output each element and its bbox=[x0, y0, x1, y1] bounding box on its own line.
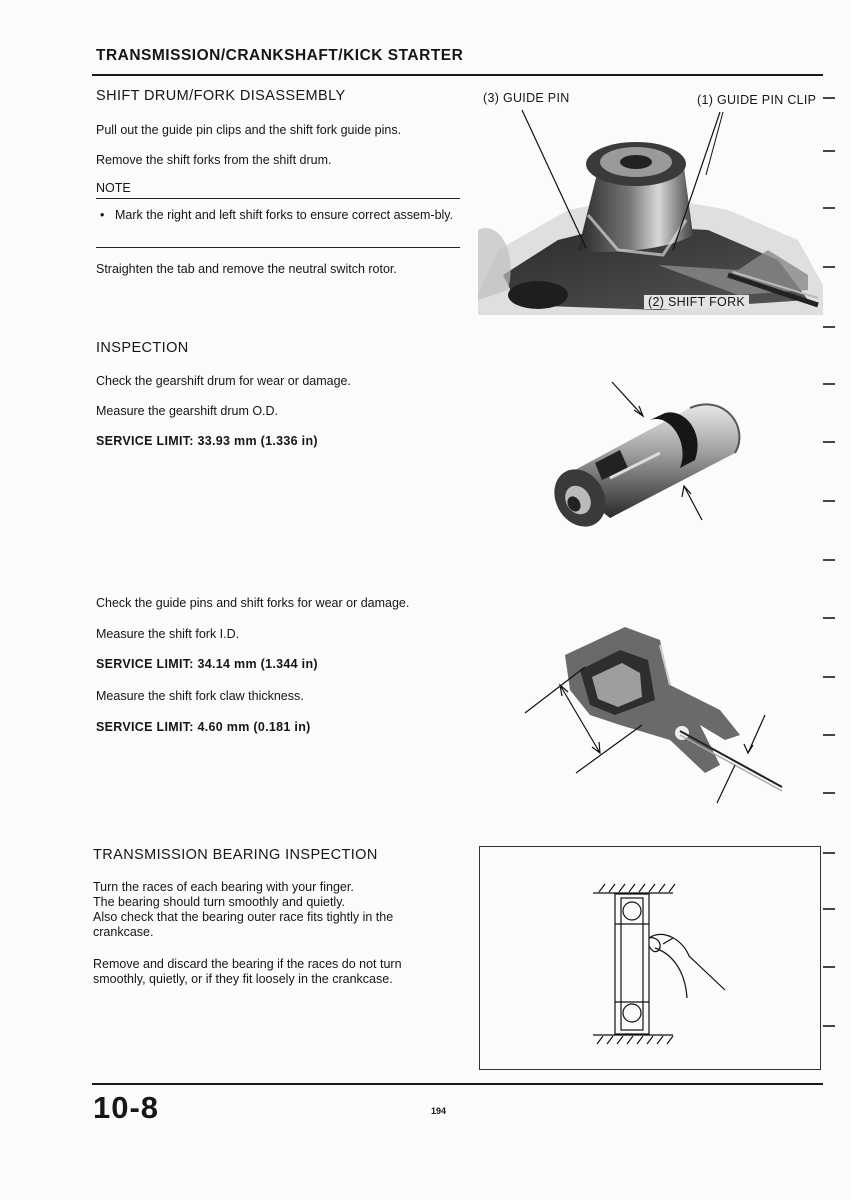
bearing-text-line-2: The bearing should turn smoothly and quietly. bbox=[93, 895, 346, 909]
bearing-text-line-1: Turn the races of each bearing with your finger. bbox=[93, 880, 354, 894]
disassembly-step-2: Remove the shift forks from the shift drum. bbox=[96, 153, 332, 167]
edge-mark bbox=[823, 792, 835, 794]
edge-mark bbox=[823, 966, 835, 968]
note-text: Mark the right and left shift forks to ensure correct assem-bly. bbox=[115, 208, 454, 222]
gearshift-drum-photo bbox=[540, 368, 750, 530]
edge-mark bbox=[823, 676, 835, 678]
scan-page-number: 194 bbox=[431, 1106, 447, 1116]
service-limit-claw: SERVICE LIMIT: 4.60 mm (0.181 in) bbox=[96, 720, 311, 734]
edge-mark bbox=[823, 97, 835, 99]
bearing-text-line-6: smoothly, quietly, or if they fit loosely in the crankcase. bbox=[93, 972, 393, 986]
edge-mark bbox=[823, 734, 835, 736]
bearing-text-line-4: crankcase. bbox=[93, 925, 154, 939]
service-limit-fork-id: SERVICE LIMIT: 34.14 mm (1.344 in) bbox=[96, 657, 318, 671]
bearing-diagram bbox=[585, 878, 745, 1048]
inspection-step-2: Measure the gearshift drum O.D. bbox=[96, 404, 279, 418]
note-bullet: • bbox=[100, 208, 105, 222]
service-limit-drum: SERVICE LIMIT: 33.93 mm (1.336 in) bbox=[96, 434, 318, 448]
edge-mark bbox=[823, 559, 835, 561]
edge-mark bbox=[823, 150, 835, 152]
header-rule bbox=[92, 74, 823, 76]
inspection-step-4: Measure the shift fork I.D. bbox=[96, 627, 240, 641]
shift-drum-assembly-photo bbox=[478, 100, 823, 315]
edge-mark bbox=[823, 852, 835, 854]
inspection-title: INSPECTION bbox=[96, 340, 189, 356]
edge-mark bbox=[823, 326, 835, 328]
inspection-step-5: Measure the shift fork claw thickness. bbox=[96, 689, 304, 703]
edge-mark bbox=[823, 500, 835, 502]
edge-mark bbox=[823, 441, 835, 443]
disassembly-step-3: Straighten the tab and remove the neutral switch rotor. bbox=[96, 262, 397, 276]
bearing-text-line-3: Also check that the bearing outer race fits tightly in the bbox=[93, 910, 394, 924]
footer-rule bbox=[92, 1083, 823, 1085]
disassembly-title: SHIFT DRUM/FORK DISASSEMBLY bbox=[96, 88, 346, 104]
note-label: NOTE bbox=[96, 181, 131, 195]
callout-guide-pin-clip: (1) GUIDE PIN CLIP bbox=[697, 93, 817, 107]
page-header-title: TRANSMISSION/CRANKSHAFT/KICK STARTER bbox=[96, 47, 464, 64]
edge-mark bbox=[823, 207, 835, 209]
callout-guide-pin: (3) GUIDE PIN bbox=[483, 91, 570, 105]
inspection-step-1: Check the gearshift drum for wear or damage. bbox=[96, 374, 351, 388]
bearing-text-line-5: Remove and discard the bearing if the races do not turn bbox=[93, 957, 402, 971]
note-box bbox=[96, 198, 460, 248]
inspection-step-3: Check the guide pins and shift forks for wear or damage. bbox=[96, 596, 410, 610]
page-number: 10-8 bbox=[93, 1090, 160, 1125]
edge-mark bbox=[823, 1025, 835, 1027]
edge-mark bbox=[823, 617, 835, 619]
callout-shift-fork: (2) SHIFT FORK bbox=[644, 295, 749, 309]
edge-mark bbox=[823, 383, 835, 385]
edge-mark bbox=[823, 266, 835, 268]
bearing-title: TRANSMISSION BEARING INSPECTION bbox=[93, 847, 378, 863]
shift-fork-photo bbox=[520, 615, 790, 810]
edge-mark bbox=[823, 908, 835, 910]
disassembly-step-1: Pull out the guide pin clips and the shift fork guide pins. bbox=[96, 123, 402, 137]
